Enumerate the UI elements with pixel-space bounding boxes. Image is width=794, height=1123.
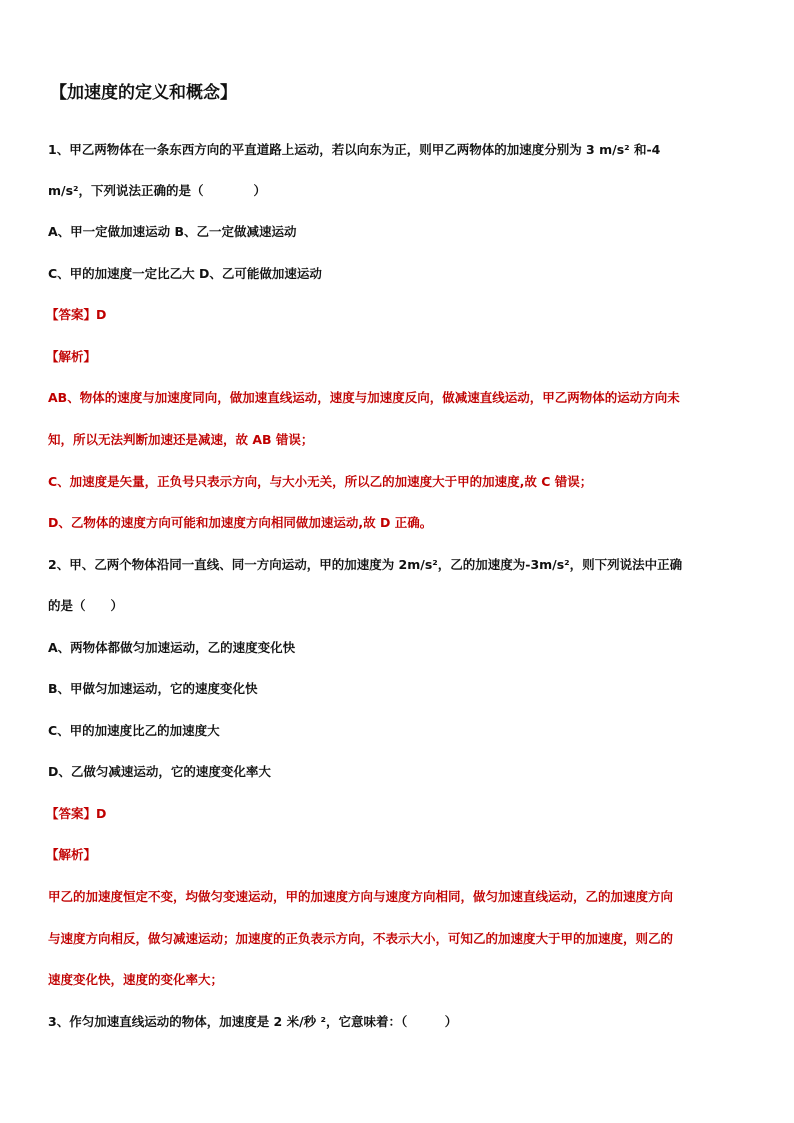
q1-analysis-line-1: AB、物体的速度与加速度同向，做加速直线运动，速度与加速度反向，做减速直线运动，甲乙两物体的运动方向未 <box>48 390 680 405</box>
q2-option-b: B、甲做匀加速运动，它的速度变化快 <box>48 681 258 696</box>
q2-analysis-line-1: 甲乙的加速度恒定不变，均做匀变速运动，甲的加速度方向与速度方向相同，做匀加速直线运动，乙的加速度方向 <box>48 889 674 904</box>
q1-stem-line-2: m/s²，下列说法正确的是（ ） <box>48 183 267 198</box>
q2-stem-line-1: 2、甲、乙两个物体沿同一直线、同一方向运动，甲的加速度为 2m/s²，乙的加速度为-3m/s²，则下列说法中正确 <box>48 557 683 572</box>
q3-stem-line-1: 3、作匀加速直线运动的物体，加速度是 2 米/秒 ²，它意味着：（ ） <box>48 1014 458 1029</box>
q2-analysis-line-3: 速度变化快，速度的变化率大； <box>48 972 224 987</box>
q2-analysis-label: 【解析】 <box>46 847 97 862</box>
section-title: 【加速度的定义和概念】 <box>50 83 237 103</box>
q1-stem-line-1: 1、甲乙两物体在一条东西方向的平直道路上运动，若以向东为正，则甲乙两物体的加速度分别为 3 m/s² 和-4 <box>48 142 661 157</box>
q2-option-d: D、乙做匀减速运动，它的速度变化率大 <box>48 764 271 779</box>
q1-options-line-2: C、甲的加速度一定比乙大 D、乙可能做加速运动 <box>48 266 322 281</box>
q2-option-c: C、甲的加速度比乙的加速度大 <box>48 723 220 738</box>
q2-option-a: A、两物体都做匀加速运动，乙的速度变化快 <box>48 640 296 655</box>
q1-analysis-line-3: C、加速度是矢量，正负号只表示方向，与大小无关，所以乙的加速度大于甲的加速度,故 C 错误； <box>48 474 593 489</box>
q1-answer: 【答案】D <box>46 307 107 322</box>
q2-analysis-line-2: 与速度方向相反，做匀减速运动；加速度的正负表示方向，不表示大小，可知乙的加速度大于甲的加速度，则乙的 <box>48 931 674 946</box>
q2-stem-line-2: 的是（ ） <box>48 598 124 613</box>
q2-answer: 【答案】D <box>46 806 107 821</box>
q1-analysis-line-4: D、乙物体的速度方向可能和加速度方向相同做加速运动,故 D 正确。 <box>48 515 433 530</box>
q1-analysis-line-2: 知，所以无法判断加速还是减速，故 AB 错误； <box>48 432 314 447</box>
q1-analysis-label: 【解析】 <box>46 349 97 364</box>
q1-options-line-1: A、甲一定做加速运动 B、乙一定做减速运动 <box>48 224 297 239</box>
